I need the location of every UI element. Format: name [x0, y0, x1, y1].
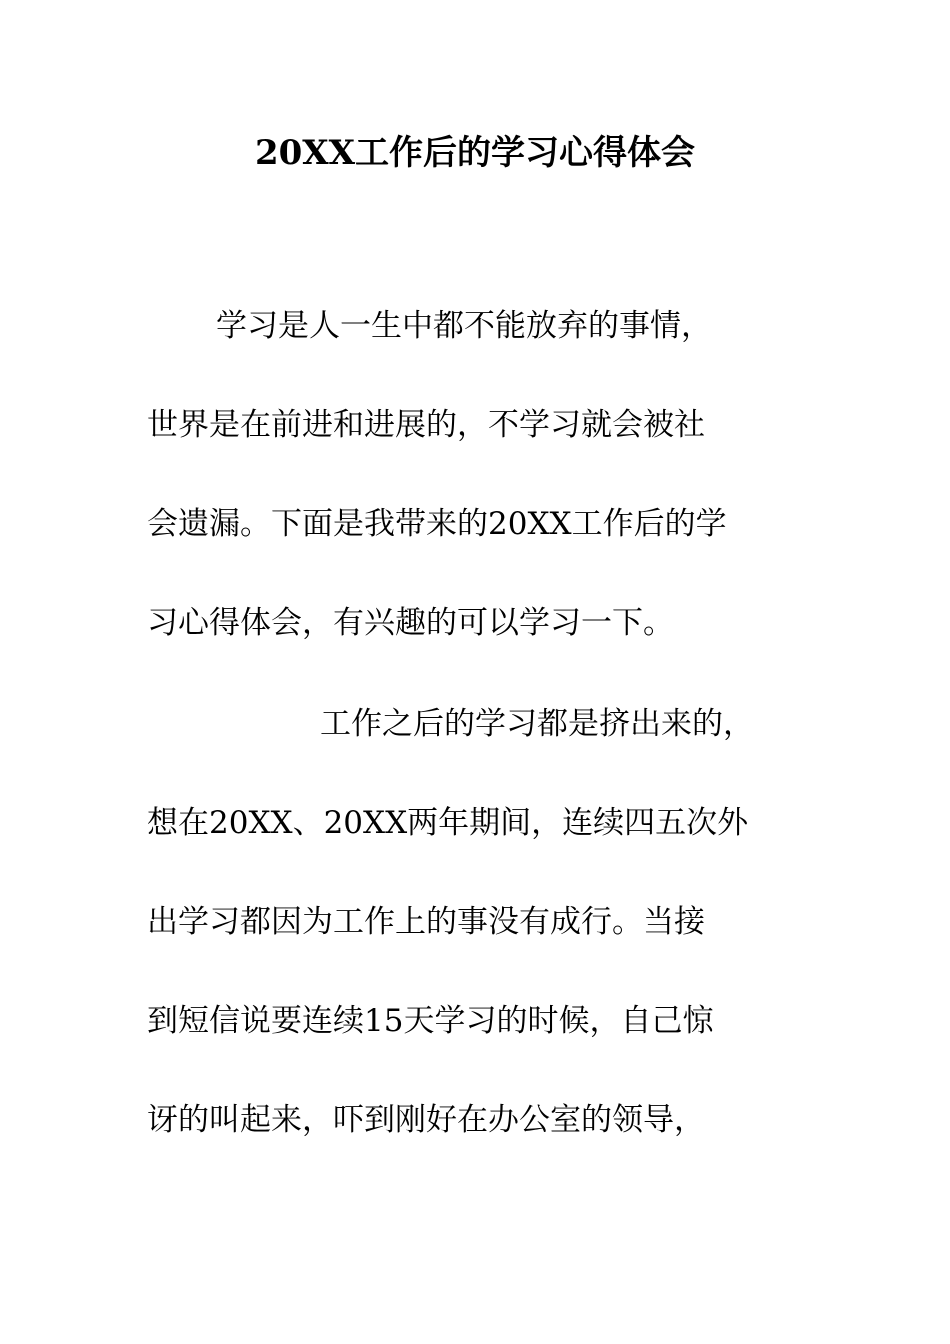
paragraph-1-line-1: 学习是人一生中都不能放弃的事情，: [216, 308, 712, 344]
paragraph-1-line-3: 会遗漏。下面是我带来的20XX工作后的学: [147, 506, 727, 542]
paragraph-2-line-3: 出学习都因为工作上的事没有成行。当接: [147, 904, 705, 940]
paragraph-2-line-4: 到短信说要连续15天学习的时候，自己惊: [147, 1003, 714, 1039]
paragraph-2-line-5: 讶的叫起来，吓到刚好在办公室的领导，: [147, 1102, 705, 1138]
paragraph-1-line-2: 世界是在前进和进展的，不学习就会被社: [147, 407, 705, 443]
paragraph-2-line-1: 工作之后的学习都是挤出来的，: [320, 706, 754, 742]
page-title: 20XX工作后的学习心得体会: [254, 133, 696, 173]
paragraph-2-line-2: 想在20XX、20XX两年期间，连续四五次外: [147, 805, 749, 841]
paragraph-1-line-4: 习心得体会，有兴趣的可以学习一下。: [147, 605, 674, 641]
